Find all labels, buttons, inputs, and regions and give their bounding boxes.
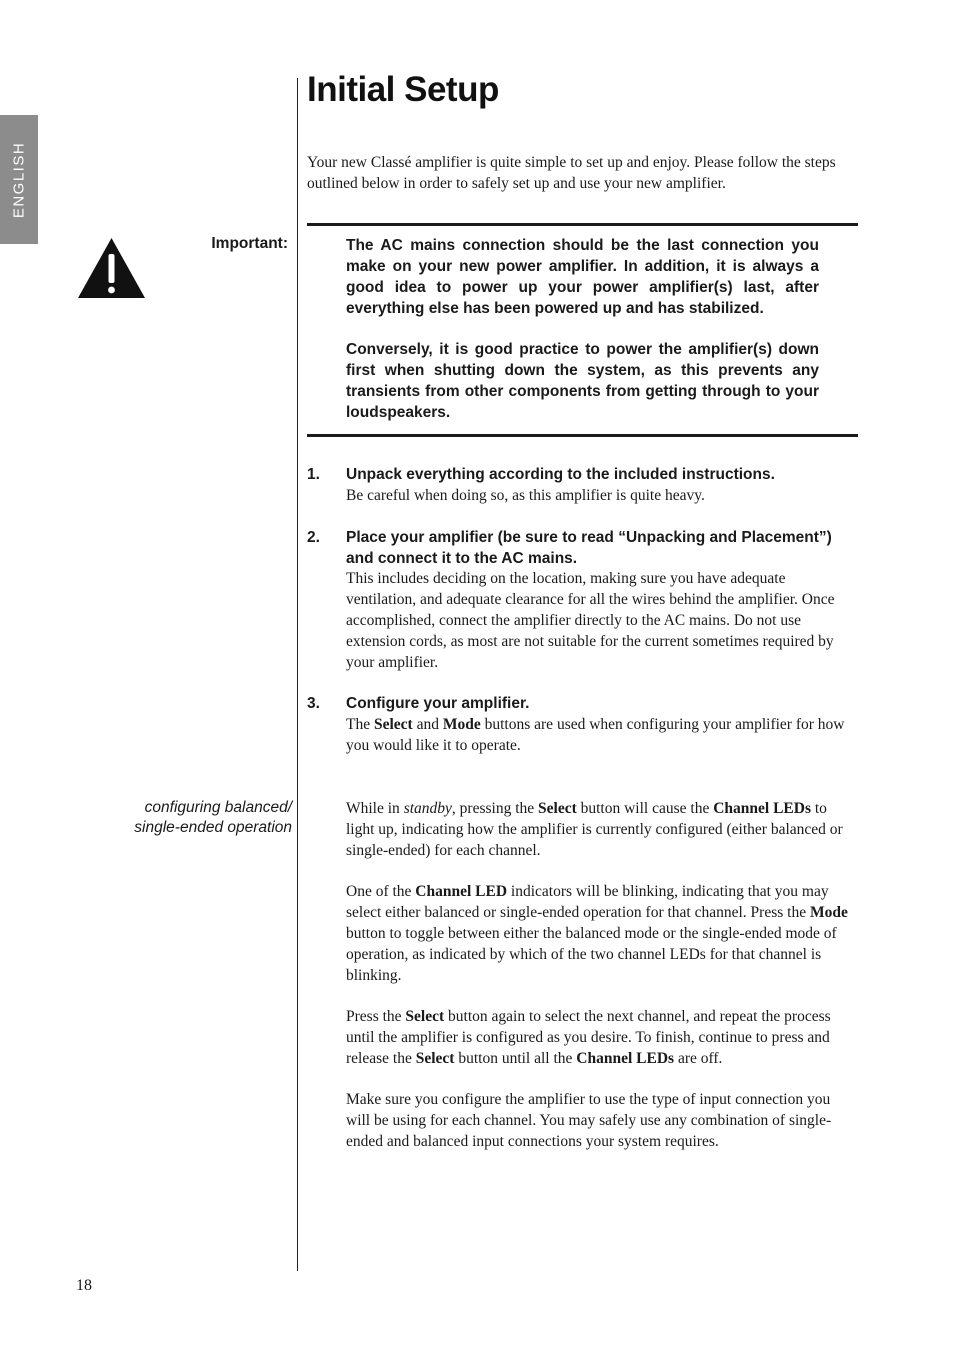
configuring-side-label: configuring balanced/ single-ended operation [134,799,292,836]
config-paragraph-4: Make sure you configure the amplifier to use the type of input connection you will be using for each channel. You may safely use any combination of single-ended and balanced input connections your system requires. [346,1091,832,1150]
step-2-body: This includes deciding on the location, making sure you have adequate ventilation, and adequate clearance for all the wires behind the amplifier. Once accomplished, connect the amplifier directly to the AC mains. Do not use extension cords, as most are not suitable for the current sometimes required by your amplifier. [346,570,835,671]
step-3-heading: Configure your amplifier. [346,695,530,712]
step-1-body: Be careful when doing so, as this amplifier is quite heavy. [346,487,705,504]
important-bottom-rule [307,434,858,437]
language-tab-label: ENGLISH [10,141,28,218]
important-paragraph-2: Conversely, it is good practice to power the amplifier(s) down first when shutting down the system, as this prevents any transients from other components from getting through to your loudspeakers. [346,341,819,421]
language-tab [0,115,38,244]
step-2-heading: Place your amplifier (be sure to read “Unpacking and Placement”) and connect it to the AC mains. [346,529,832,567]
step-1-number: 1. [307,466,320,483]
config-paragraph-1: While in standby, pressing the Select button will cause the Channel LEDs to light up, indicating how the amplifier is currently configured (either balanced or single-ended) for each channel. [346,800,843,859]
page-number: 18 [76,1277,92,1294]
config-paragraph-3: Press the Select button again to select the next channel, and repeat the process until the amplifier is configured as you desire. To finish, continue to press and release the Select button until all the Channel LEDs are off. [346,1008,831,1067]
step-3-body: The Select and Mode buttons are used when configuring your amplifier for how you would like it to operate. [346,716,845,754]
intro-paragraph: Your new Classé amplifier is quite simple to set up and enjoy. Please follow the steps outlined below in order to safely set up and use your new amplifier. [307,154,836,192]
step-1-heading: Unpack everything according to the included instructions. [346,466,775,483]
warning-triangle-icon [77,237,146,299]
step-2-number: 2. [307,529,320,546]
page-title: Initial Setup [307,70,499,109]
config-paragraph-2: One of the Channel LED indicators will be blinking, indicating that you may select either balanced or single-ended operation for that channel. Press the Mode button to toggle between either the balanced mode or the single-ended mode of operation, as indicated by which of the two channel LEDs for that channel is blinking. [346,883,848,984]
vertical-divider [297,78,298,1271]
step-3-number: 3. [307,695,320,712]
important-paragraph-1: The AC mains connection should be the last connection you make on your new power amplifier. In addition, it is always a good idea to power up your power amplifier(s) last, after everything else has been powered up and has stabilized. [346,237,819,317]
important-top-rule [307,223,858,226]
important-label: Important: [211,235,288,252]
